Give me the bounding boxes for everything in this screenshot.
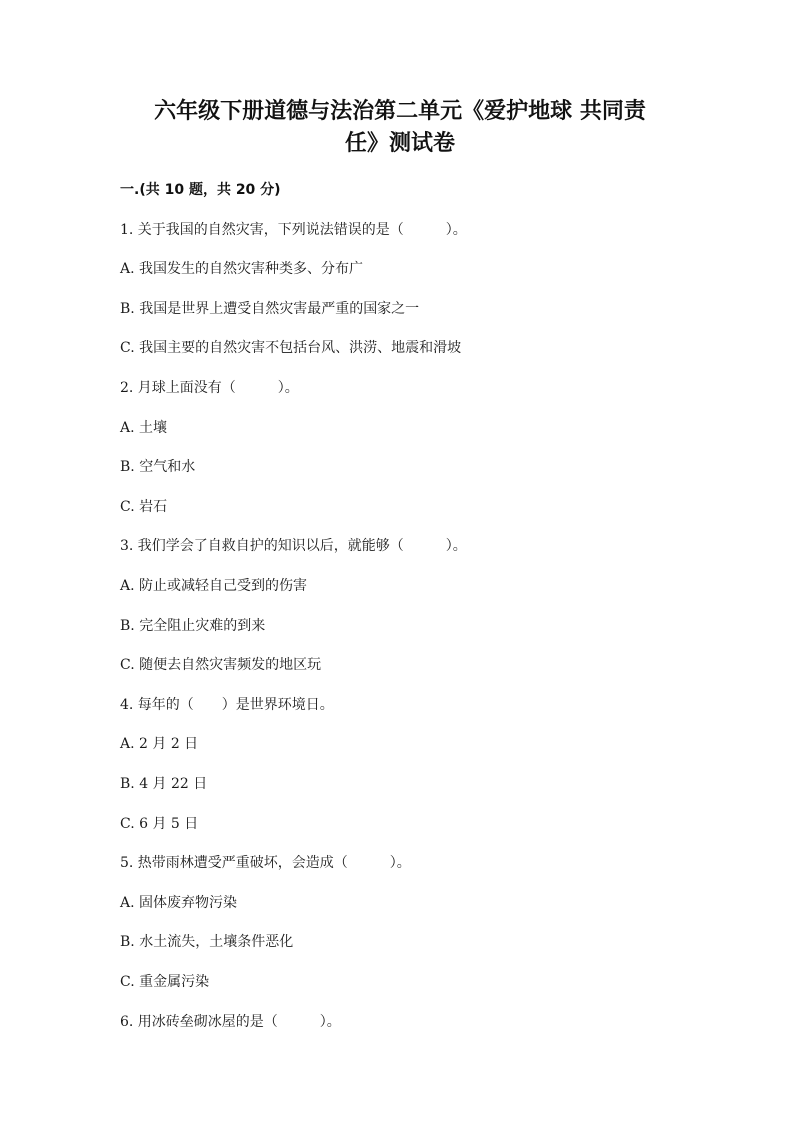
title-line-2: 任》测试卷 — [344, 131, 455, 156]
q1-option-c: C. 我国主要的自然灾害不包括台风、洪涝、地震和滑坡 — [120, 340, 462, 356]
q3-option-b: B. 完全阻止灾难的到来 — [120, 618, 266, 634]
q2-option-b: B. 空气和水 — [120, 459, 196, 475]
q5-option-a: A. 固体废弃物污染 — [120, 895, 238, 911]
question-1: 1. 关于我国的自然灾害，下列说法错误的是（ ）。 — [120, 222, 467, 238]
q5-option-c: C. 重金属污染 — [120, 974, 210, 990]
q4-option-c: C. 6 月 5 日 — [120, 816, 199, 832]
question-5: 5. 热带雨林遭受严重破坏，会造成（ ）。 — [120, 855, 411, 871]
q3-option-c: C. 随便去自然灾害频发的地区玩 — [120, 657, 322, 673]
q2-option-c: C. 岩石 — [120, 499, 168, 515]
question-3: 3. 我们学会了自救自护的知识以后，就能够（ ）。 — [120, 538, 467, 554]
section-heading: 一.(共 10 题，共 20 分) — [120, 182, 281, 198]
page-title — [100, 96, 700, 160]
question-4: 4. 每年的（ ）是世界环境日。 — [120, 697, 334, 713]
q2-option-a: A. 土壤 — [120, 420, 168, 436]
q4-option-a: A. 2 月 2 日 — [120, 736, 199, 752]
q3-option-a: A. 防止或减轻自己受到的伤害 — [120, 578, 308, 594]
q1-option-a: A. 我国发生的自然灾害种类多、分布广 — [120, 261, 364, 277]
q5-option-b: B. 水土流失，土壤条件恶化 — [120, 934, 294, 950]
question-6: 6. 用冰砖垒砌冰屋的是（ ）。 — [120, 1014, 341, 1030]
question-2: 2. 月球上面没有（ ）。 — [120, 380, 299, 396]
title-line-1: 六年级下册道德与法治第二单元《爱护地球 共同责 — [154, 99, 646, 124]
q1-option-b: B. 我国是世界上遭受自然灾害最严重的国家之一 — [120, 301, 420, 317]
q4-option-b: B. 4 月 22 日 — [120, 776, 208, 792]
